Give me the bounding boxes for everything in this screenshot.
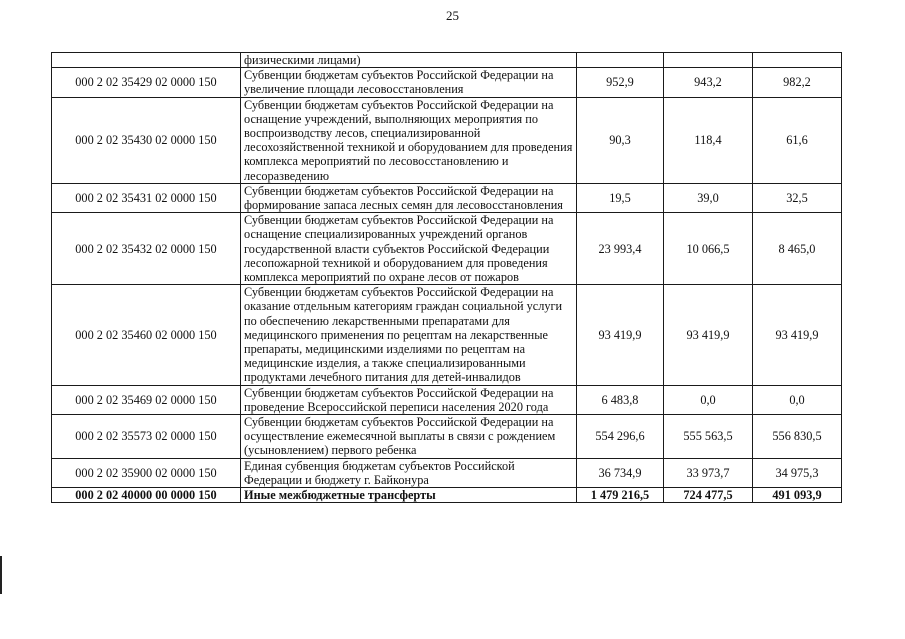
table-row	[52, 53, 842, 68]
table-row	[52, 68, 842, 97]
code-cell: 000 2 02 35469 02 0000 150	[52, 385, 241, 414]
value-cell: 943,2	[664, 68, 753, 97]
value-cell: 93 419,9	[577, 285, 664, 385]
scan-edge-mark	[0, 556, 2, 594]
value-cell: 36 734,9	[577, 458, 664, 487]
value-cell: 556 830,5	[753, 415, 842, 459]
code-cell	[52, 53, 241, 68]
value-cell: 118,4	[664, 97, 753, 183]
value-cell: 93 419,9	[753, 285, 842, 385]
name-cell: Субвенции бюджетам субъектов Российской Федерации на оснащение специализированных учреждений органов государственной власти субъектов Российской Федерации лесопожарной техникой и оборудованием для проведения комплекса мероприятий по охране лесов от пожаров	[241, 213, 577, 285]
value-cell: 491 093,9	[753, 488, 842, 503]
value-cell: 8 465,0	[753, 213, 842, 285]
code-cell: 000 2 02 35429 02 0000 150	[52, 68, 241, 97]
value-cell: 982,2	[753, 68, 842, 97]
name-cell: Субвенции бюджетам субъектов Российской Федерации на проведение Всероссийской переписи населения 2020 года	[241, 385, 577, 414]
value-cell: 32,5	[753, 183, 842, 212]
value-cell: 952,9	[577, 68, 664, 97]
value-cell: 39,0	[664, 183, 753, 212]
table-row	[52, 183, 842, 212]
value-cell: 23 993,4	[577, 213, 664, 285]
name-cell: Субвенции бюджетам субъектов Российской Федерации на оказание отдельным категориям граждан социальной услуги по обеспечению лекарственными препаратами для медицинского применения по рецептам на лекарственные препараты, медицинскими изделиями по рецептам на медицинские изделия, а также специализированными продуктами лечебного питания для детей-инвалидов	[241, 285, 577, 385]
page-number: 25	[446, 8, 459, 23]
code-cell: 000 2 02 35573 02 0000 150	[52, 415, 241, 459]
value-cell: 34 975,3	[753, 458, 842, 487]
table-total-row	[52, 488, 842, 503]
value-cell: 93 419,9	[664, 285, 753, 385]
table-row	[52, 213, 842, 285]
value-cell	[664, 53, 753, 68]
value-cell: 10 066,5	[664, 213, 753, 285]
name-cell: Субвенции бюджетам субъектов Российской Федерации на оснащение учреждений, выполняющих мероприятия по воспроизводству лесов, специализированной лесохозяйственной техникой и оборудованием для проведения комплекса мероприятий по лесовосстановлению и лесоразведению	[241, 97, 577, 183]
name-cell: Иные межбюджетные трансферты	[241, 488, 577, 503]
value-cell: 0,0	[664, 385, 753, 414]
name-cell: Субвенции бюджетам субъектов Российской Федерации на формирование запаса лесных семян для лесовосстановления	[241, 183, 577, 212]
code-cell: 000 2 02 35900 02 0000 150	[52, 458, 241, 487]
table-row	[52, 385, 842, 414]
code-cell: 000 2 02 35431 02 0000 150	[52, 183, 241, 212]
name-cell: Единая субвенция бюджетам субъектов Российской Федерации и бюджету г. Байконура	[241, 458, 577, 487]
value-cell: 19,5	[577, 183, 664, 212]
value-cell: 33 973,7	[664, 458, 753, 487]
name-cell: Субвенции бюджетам субъектов Российской Федерации на увеличение площади лесовосстановления	[241, 68, 577, 97]
code-cell: 000 2 02 40000 00 0000 150	[52, 488, 241, 503]
value-cell: 0,0	[753, 385, 842, 414]
value-cell: 61,6	[753, 97, 842, 183]
table-row	[52, 458, 842, 487]
code-cell: 000 2 02 35432 02 0000 150	[52, 213, 241, 285]
value-cell: 6 483,8	[577, 385, 664, 414]
value-cell	[753, 53, 842, 68]
table-row	[52, 97, 842, 183]
value-cell	[577, 53, 664, 68]
budget-table	[51, 52, 842, 503]
code-cell: 000 2 02 35430 02 0000 150	[52, 97, 241, 183]
name-cell: физическими лицами)	[241, 53, 577, 68]
code-cell: 000 2 02 35460 02 0000 150	[52, 285, 241, 385]
value-cell: 90,3	[577, 97, 664, 183]
table-row	[52, 285, 842, 385]
name-cell: Субвенции бюджетам субъектов Российской Федерации на осуществление ежемесячной выплаты в связи с рождением (усыновлением) первого ребенка	[241, 415, 577, 459]
value-cell: 1 479 216,5	[577, 488, 664, 503]
table-row	[52, 415, 842, 459]
value-cell: 724 477,5	[664, 488, 753, 503]
value-cell: 554 296,6	[577, 415, 664, 459]
value-cell: 555 563,5	[664, 415, 753, 459]
